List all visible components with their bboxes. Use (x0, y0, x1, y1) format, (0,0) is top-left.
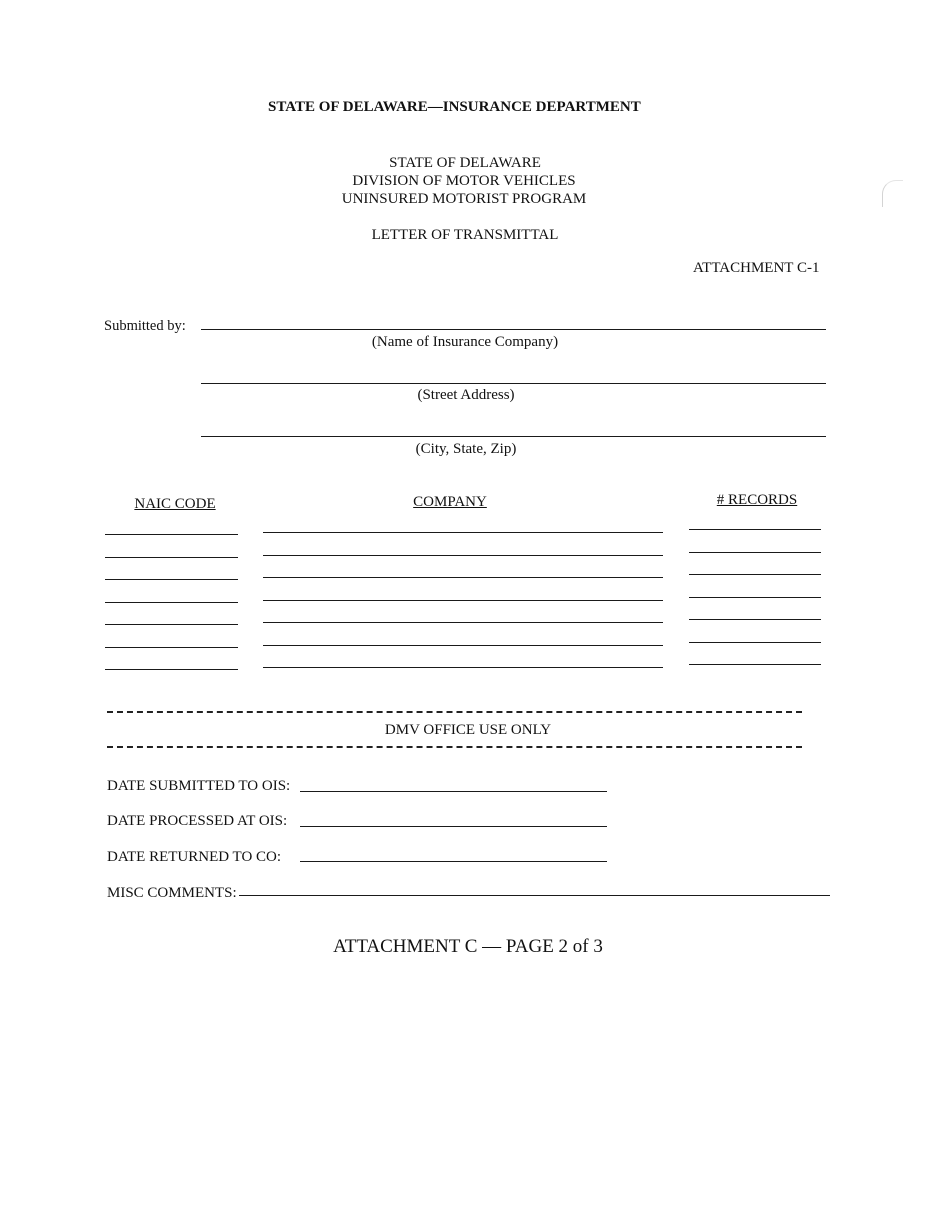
street-address-caption: (Street Address) (417, 387, 515, 403)
company-field[interactable] (263, 645, 663, 646)
date-processed-field[interactable] (300, 826, 607, 827)
naic-code-header: NAIC CODE (134, 496, 216, 512)
company-name-line[interactable] (201, 329, 826, 330)
records-field[interactable] (689, 619, 821, 620)
naic-code-field[interactable] (105, 647, 238, 648)
records-field[interactable] (689, 529, 821, 530)
naic-code-field[interactable] (105, 579, 238, 580)
naic-code-field[interactable] (105, 669, 238, 670)
records-field[interactable] (689, 664, 821, 665)
company-field[interactable] (263, 622, 663, 623)
state-title: STATE OF DELAWARE (389, 155, 541, 171)
misc-comments-label: MISC COMMENTS: (107, 885, 237, 901)
scan-mark (882, 180, 903, 207)
company-name-caption: (Name of Insurance Company) (371, 334, 559, 350)
company-field[interactable] (263, 555, 663, 556)
naic-code-field[interactable] (105, 557, 238, 558)
office-divider-bottom (107, 746, 802, 748)
company-field[interactable] (263, 667, 663, 668)
misc-comments-field[interactable] (239, 895, 830, 896)
company-field[interactable] (263, 532, 663, 533)
office-use-banner: DMV OFFICE USE ONLY (384, 722, 552, 738)
records-header: # RECORDS (716, 492, 798, 508)
program-title: UNINSURED MOTORIST PROGRAM (341, 191, 587, 207)
company-field[interactable] (263, 577, 663, 578)
date-returned-label: DATE RETURNED TO CO: (107, 849, 282, 865)
records-field[interactable] (689, 642, 821, 643)
date-processed-label: DATE PROCESSED AT OIS: (107, 813, 288, 829)
submitted-by-label: Submitted by: (104, 318, 186, 334)
date-submitted-label: DATE SUBMITTED TO OIS: (107, 778, 291, 794)
date-returned-field[interactable] (300, 861, 607, 862)
company-field[interactable] (263, 600, 663, 601)
records-field[interactable] (689, 552, 821, 553)
naic-code-field[interactable] (105, 624, 238, 625)
city-state-zip-caption: (City, State, Zip) (415, 441, 517, 457)
street-address-line[interactable] (201, 383, 826, 384)
department-heading: STATE OF DELAWARE—INSURANCE DEPARTMENT (268, 99, 641, 115)
office-divider-top (107, 711, 802, 713)
naic-code-field[interactable] (105, 602, 238, 603)
date-submitted-field[interactable] (300, 791, 607, 792)
page-footer: ATTACHMENT C — PAGE 2 of 3 (333, 936, 603, 957)
city-state-zip-line[interactable] (201, 436, 826, 437)
attachment-id: ATTACHMENT C-1 (693, 260, 820, 276)
naic-code-field[interactable] (105, 534, 238, 535)
records-field[interactable] (689, 574, 821, 575)
form-title: LETTER OF TRANSMITTAL (371, 227, 559, 243)
records-field[interactable] (689, 597, 821, 598)
company-header: COMPANY (413, 494, 487, 510)
division-title: DIVISION OF MOTOR VEHICLES (352, 173, 576, 189)
